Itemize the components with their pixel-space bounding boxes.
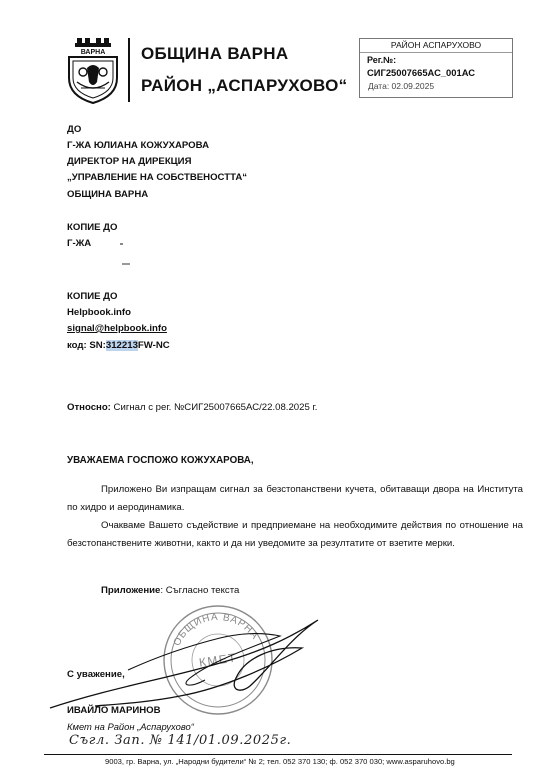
tracking-code-highlight: 312213 — [105, 340, 138, 351]
redaction-mark — [120, 243, 123, 245]
body-paragraph-2: Очакваме Вашето съдействие и предприемане на необходимите действия по отношение на безстопанствените животни, както и да ни уведомите за резултатите от взетите мерки. — [67, 520, 523, 549]
handwritten-order-note: Съгл. Зап. № 141/01.09.2025г. — [69, 733, 292, 748]
stamp-center-text: КМЕТ — [198, 650, 238, 670]
handwritten-signature — [40, 608, 330, 713]
redaction-mark — [122, 263, 130, 265]
addressee-organization: ОБЩИНА ВАРНА — [67, 189, 149, 200]
addressee-directorate: „УПРАВЛЕНИЕ НА СОБСТВЕНОСТТА“ — [67, 172, 248, 183]
registration-stamp-box — [359, 38, 513, 98]
addressee-to-label: ДО — [67, 124, 82, 135]
registration-date: Дата: 02.09.2025 — [368, 81, 435, 91]
registration-number-label: Рег.№: — [367, 55, 397, 65]
registration-box-title: РАЙОН АСПАРУХОВО — [360, 39, 512, 53]
tracking-code-suffix: FW-NC — [137, 340, 170, 351]
attachment-text: : Съгласно текста — [160, 585, 240, 596]
addressee-position: ДИРЕКТОР НА ДИРЕКЦИЯ — [67, 156, 192, 167]
addressee-name: Г-ЖА ЮЛИАНА КОЖУХАРОВА — [67, 140, 210, 151]
signatory-name: ИВАЙЛО МАРИНОВ — [67, 705, 161, 716]
copy-site-link[interactable]: Helpbook.info — [67, 307, 131, 318]
footer-contacts: 9003, гр. Варна, ул. „Народни будители“ № 2; тел. 052 370 130; ф. 052 370 030; www.asparuhovo.bg — [105, 757, 455, 766]
footer-divider — [44, 754, 512, 755]
attachment-line — [101, 585, 239, 597]
subject-label: Относно: — [67, 402, 111, 413]
attachment-label: Приложение — [101, 585, 161, 596]
closing-phrase: С уважение, — [67, 669, 125, 680]
stamp-ring-text: ОБЩИНА ВАРНА — [171, 611, 261, 648]
copy-email-link[interactable]: signal@helpbook.info — [67, 323, 167, 334]
subject-line — [67, 402, 317, 414]
municipality-coat-of-arms-logo — [63, 38, 123, 104]
tracking-code — [67, 340, 170, 351]
copy-recipient-name: Г-ЖА — [67, 238, 92, 249]
tracking-code-prefix: код: SN: — [67, 340, 106, 351]
copy-to-label-2: КОПИЕ ДО — [67, 291, 118, 302]
header-divider — [128, 38, 130, 102]
municipality-name: ОБЩИНА ВАРНА — [141, 44, 289, 63]
district-name: РАЙОН „АСПАРУХОВО“ — [141, 76, 348, 95]
salutation: УВАЖАЕМА ГОСПОЖО КОЖУХАРОВА, — [67, 455, 254, 466]
copy-to-label-1: КОПИЕ ДО — [67, 222, 118, 233]
registration-number: СИГ25007665АС_001АС — [367, 67, 476, 78]
logo-lettering: ВАРНА — [80, 49, 106, 56]
body-paragraph-1: Приложено Ви изпращам сигнал за безстопанствени кучета, обитаващи двора на Института по хидро и аеродинамика. — [67, 484, 523, 513]
signatory-title: Кмет на Район „Аспарухово“ — [67, 721, 194, 732]
subject-text: Сигнал с рег. №СИГ25007665АС/22.08.2025 г. — [110, 402, 318, 413]
